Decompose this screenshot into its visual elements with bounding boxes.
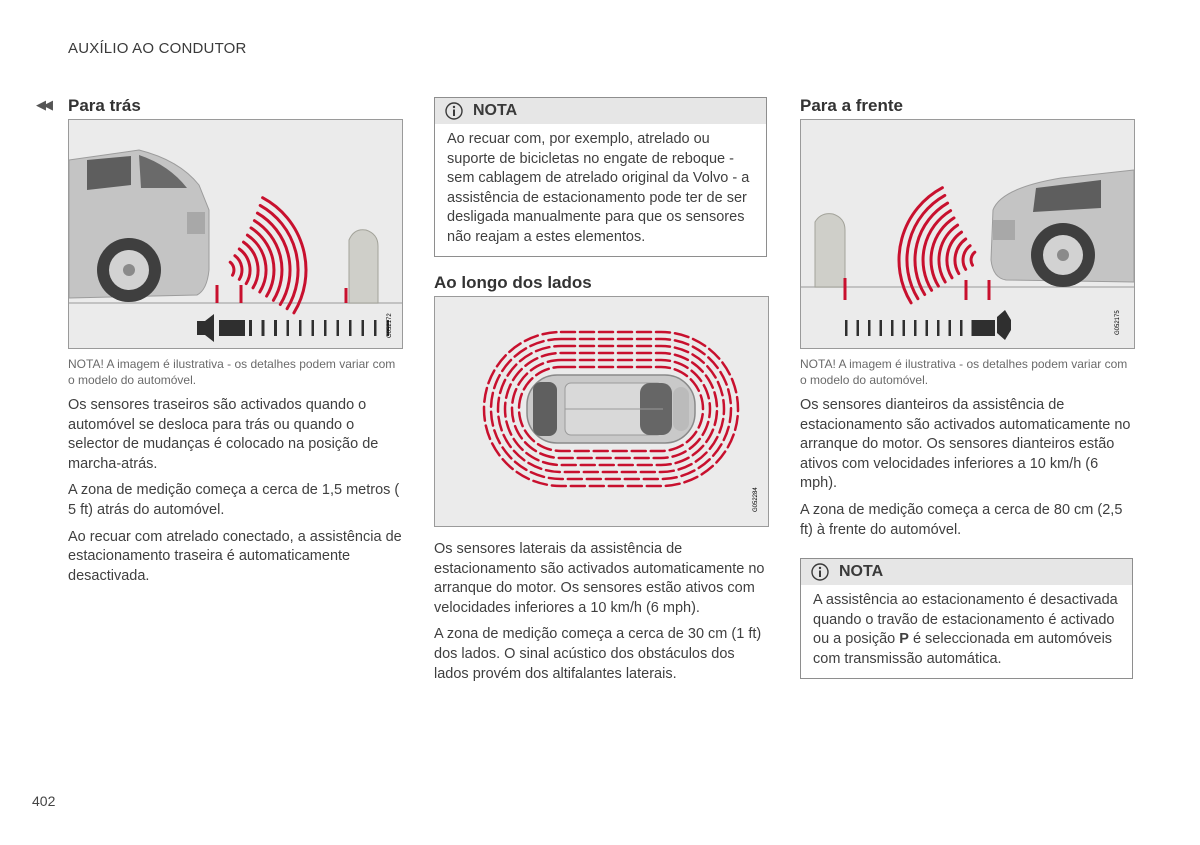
side-paragraph-2: A zona de medição começa a cerca de 30 cm (1 ft) dos lados. O sinal acústico dos obstáculos dos lados provém dos altifalantes laterais. xyxy=(434,626,762,682)
front-paragraph-1: Os sensores dianteiros da assistência de estacionamento são activados automaticamente no arranque do motor. Os sensores dianteiros estão ativos com velocidades inferiores a 10 km/h (6 mph). xyxy=(800,397,1131,492)
rear-paragraph-2: A zona de medição começa a cerca de 1,5 metros ( 5 ft) atrás do automóvel. xyxy=(68,482,400,518)
figure-id-side: G052284 xyxy=(753,487,759,512)
signal-bar xyxy=(937,320,940,336)
rear-paragraph-1: Os sensores traseiros são activados quando o automóvel se desloca para trás ou quando o selector de mudanças é colocado na posição de marcha-atrás. xyxy=(68,397,379,472)
front-paragraph-2: A zona de medição começa a cerca de 80 cm (2,5 ft) à frente do automóvel. xyxy=(800,501,1123,538)
rear-figure-caption: NOTA! A imagem é ilustrativa - os detalhes podem variar com o modelo do automóvel. xyxy=(68,357,396,387)
note-title: NOTA xyxy=(839,563,884,580)
signal-bar xyxy=(287,320,290,336)
note-box-parking-brake xyxy=(800,558,1133,679)
signal-bar xyxy=(324,320,327,336)
signal-bar xyxy=(949,320,952,336)
signal-bar xyxy=(960,320,963,336)
signal-bar xyxy=(973,320,995,336)
info-icon xyxy=(445,102,463,120)
signal-bar xyxy=(926,320,929,336)
side-sensor-figure xyxy=(434,296,769,527)
note-header xyxy=(801,559,1132,585)
signal-bar xyxy=(891,320,894,336)
front-figure-caption: NOTA! A imagem é ilustrativa - os detalhes podem variar com o modelo do automóvel. xyxy=(800,357,1128,387)
note-text xyxy=(801,585,1132,677)
front-body-text xyxy=(800,396,1133,547)
signal-bar xyxy=(845,320,848,336)
figure-id-rear: G052172 xyxy=(387,313,393,338)
note-header xyxy=(435,98,766,124)
signal-bar xyxy=(299,320,302,336)
signal-bar xyxy=(857,320,860,336)
note-title: NOTA xyxy=(473,102,518,119)
rear-body-text xyxy=(68,396,403,593)
double-left-arrow-icon[interactable]: ◀◀ xyxy=(36,97,50,112)
signal-bar xyxy=(219,320,245,336)
section-title-sides: Ao longo dos lados xyxy=(434,273,592,292)
side-body-text xyxy=(434,540,767,691)
rear-sensor-figure xyxy=(68,119,403,349)
front-sensor-figure xyxy=(800,119,1135,349)
signal-bar xyxy=(880,320,883,336)
note-box-trailer xyxy=(434,97,767,257)
page-number: 402 xyxy=(32,793,56,809)
signal-bar xyxy=(362,320,365,336)
section-title-front: Para a frente xyxy=(800,96,903,115)
note-text: Ao recuar com, por exemplo, atrelado ou suporte de bicicletas no engate de reboque - sem cablagem de atrelado original da Volvo - a assistência de estacionamento pode ter de ser desligada manualmente para que os sensores não reajam a estes elementos. xyxy=(447,131,750,245)
figure-id-front: G052175 xyxy=(1115,310,1121,335)
note-text-part-1: A assistência ao estacionamento é desactivada quando o travão de estacionamento é activado ou a posição xyxy=(813,592,1118,648)
signal-bar xyxy=(274,320,277,336)
signal-bar xyxy=(903,320,906,336)
signal-bar xyxy=(312,320,315,336)
signal-bar xyxy=(249,320,252,336)
note-text-bold: P xyxy=(899,631,909,648)
signal-bar xyxy=(868,320,871,336)
note-text-part-2: é seleccionada em automóveis com transmissão automática. xyxy=(813,631,1113,667)
signal-bar xyxy=(374,320,377,336)
section-title-rear: Para trás xyxy=(68,96,141,115)
side-paragraph-1: Os sensores laterais da assistência de estacionamento são activados automaticamente no arranque do motor. Os sensores estão ativos com velocidades inferiores a 10 km/h (6 mph). xyxy=(434,541,765,616)
signal-bar xyxy=(914,320,917,336)
signal-bar xyxy=(337,320,340,336)
info-icon xyxy=(811,563,829,581)
signal-bar xyxy=(349,320,352,336)
rear-paragraph-3: Ao recuar com atrelado conectado, a assistência de estacionamento traseira é automaticamente desactivada. xyxy=(68,528,402,584)
chapter-header: AUXÍLIO AO CONDUTOR xyxy=(68,40,247,57)
signal-bar xyxy=(262,320,265,336)
